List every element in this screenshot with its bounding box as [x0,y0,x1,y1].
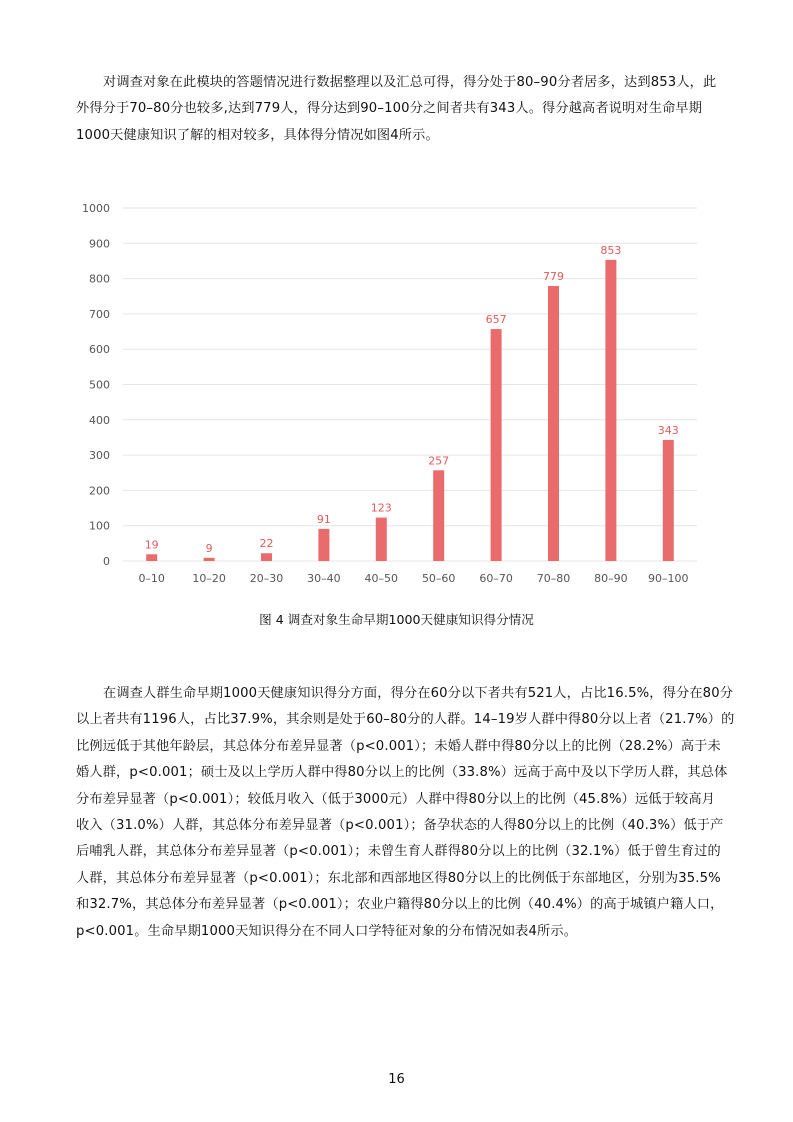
text-line: 和32.7%，其总体分布差异显著（p<0.001）；农业户籍得80分以上的比例（40.4%）的高于城镇户籍人口， [76,897,724,913]
bar-value-label: 91 [316,512,331,526]
text-line: 分布差异显著（p<0.001）；较低月收入（低于3000元）人群中得80分以上的比例（45.8%）远低于较高月 [76,791,715,807]
bar-value-label: 257 [428,454,450,468]
text-line: 在调查人群生命早期1000天健康知识得分方面，得分在60分以下者共有521人，占比16.5%，得分在80分 [103,686,734,701]
chart-bars [146,260,674,561]
x-tick-label: 50–60 [421,572,456,585]
x-tick-label: 30–40 [307,572,341,585]
x-tick-label: 70–80 [536,572,571,585]
y-tick-label: 700 [89,307,110,321]
bar-value-label: 123 [370,501,392,515]
text-line: 人群，其总体分布差异显著（p<0.001）；东北部和西部地区得80分以上的比例低于东部地区，分别为35.5% [76,870,721,886]
figure-caption: 图 4 调查对象生命早期1000天健康知识得分情况 [259,612,534,627]
x-tick-label: 60–70 [479,572,513,585]
text-line: p<0.001。生命早期1000天知识得分在不同人口学特征对象的分布情况如表4所示。 [76,923,578,939]
bar-value-label: 657 [485,313,507,327]
text-line: 外得分于70–80分也较多,达到779人，得分达到90–100分之间者共有343人。得分越高者说明对生命早期 [76,101,703,117]
x-axis-tick-labels [138,572,688,585]
y-tick-label: 1000 [82,202,110,215]
y-tick-label: 400 [89,413,110,427]
y-tick-label: 100 [89,519,110,533]
y-axis-tick-labels [82,202,110,568]
bar [605,260,616,561]
x-tick-label: 80–90 [594,572,628,585]
bar [663,440,674,561]
y-tick-label: 300 [89,449,110,463]
y-tick-label: 500 [89,378,110,392]
text-line: 以上者共有1196人，占比37.9%，其余则是处于60–80分的人群。14–19岁人群中得80分以上者（21.7%）的 [76,712,735,728]
bar-value-label: 22 [259,537,274,551]
text-line: 婚人群，p<0.001；硕士及以上学历人群中得80分以上的比例（33.8%）远高于高中及以下学历人群，其总体 [76,765,728,781]
x-tick-label: 10–20 [192,572,226,585]
x-tick-label: 40–50 [364,572,399,585]
bar-value-label: 9 [205,541,213,555]
bar-value-label: 19 [144,538,159,552]
bar [318,529,329,561]
bar-value-label: 343 [657,423,679,437]
text-line: 比例远低于其他年龄层，其总体分布差异显著（p<0.001）；未婚人群中得80分以上的比例（28.2%）高于未 [76,738,721,754]
analysis-paragraph [76,681,735,945]
bar [261,553,272,561]
x-tick-label: 20–30 [249,572,284,585]
bar [376,518,387,561]
page-number: 16 [388,1072,405,1087]
bar [548,286,559,561]
y-tick-label: 900 [89,237,110,251]
bar-data-labels [145,244,679,555]
y-tick-label: 0 [103,555,110,568]
bar [146,554,157,561]
text-line: 1000天健康知识了解的相对较多，具体得分情况如图4所示。 [76,127,439,143]
bar [204,558,215,561]
y-tick-label: 600 [89,343,110,357]
x-tick-label: 90–100 [648,572,689,585]
text-line: 收入（31.0%）人群，其总体分布差异显著（p<0.001）；备孕状态的人得80分以上的比例（40.3%）低于产 [76,818,724,834]
x-tick-label: 0–10 [138,572,165,585]
text-line: 对调查对象在此模块的答题情况进行数据整理以及汇总可得，得分处于80–90分者居多，达到853人，此 [103,75,717,90]
bar [491,329,502,561]
text-line: 后哺乳人群，其总体分布差异显著（p<0.001）；未曾生育人群得80分以上的比例（32.1%）低于曾生育过的 [76,844,721,860]
y-tick-label: 200 [89,484,110,498]
bar-value-label: 853 [600,243,622,257]
y-tick-label: 800 [89,272,110,286]
bar [433,470,444,561]
bar-value-label: 779 [543,270,564,284]
